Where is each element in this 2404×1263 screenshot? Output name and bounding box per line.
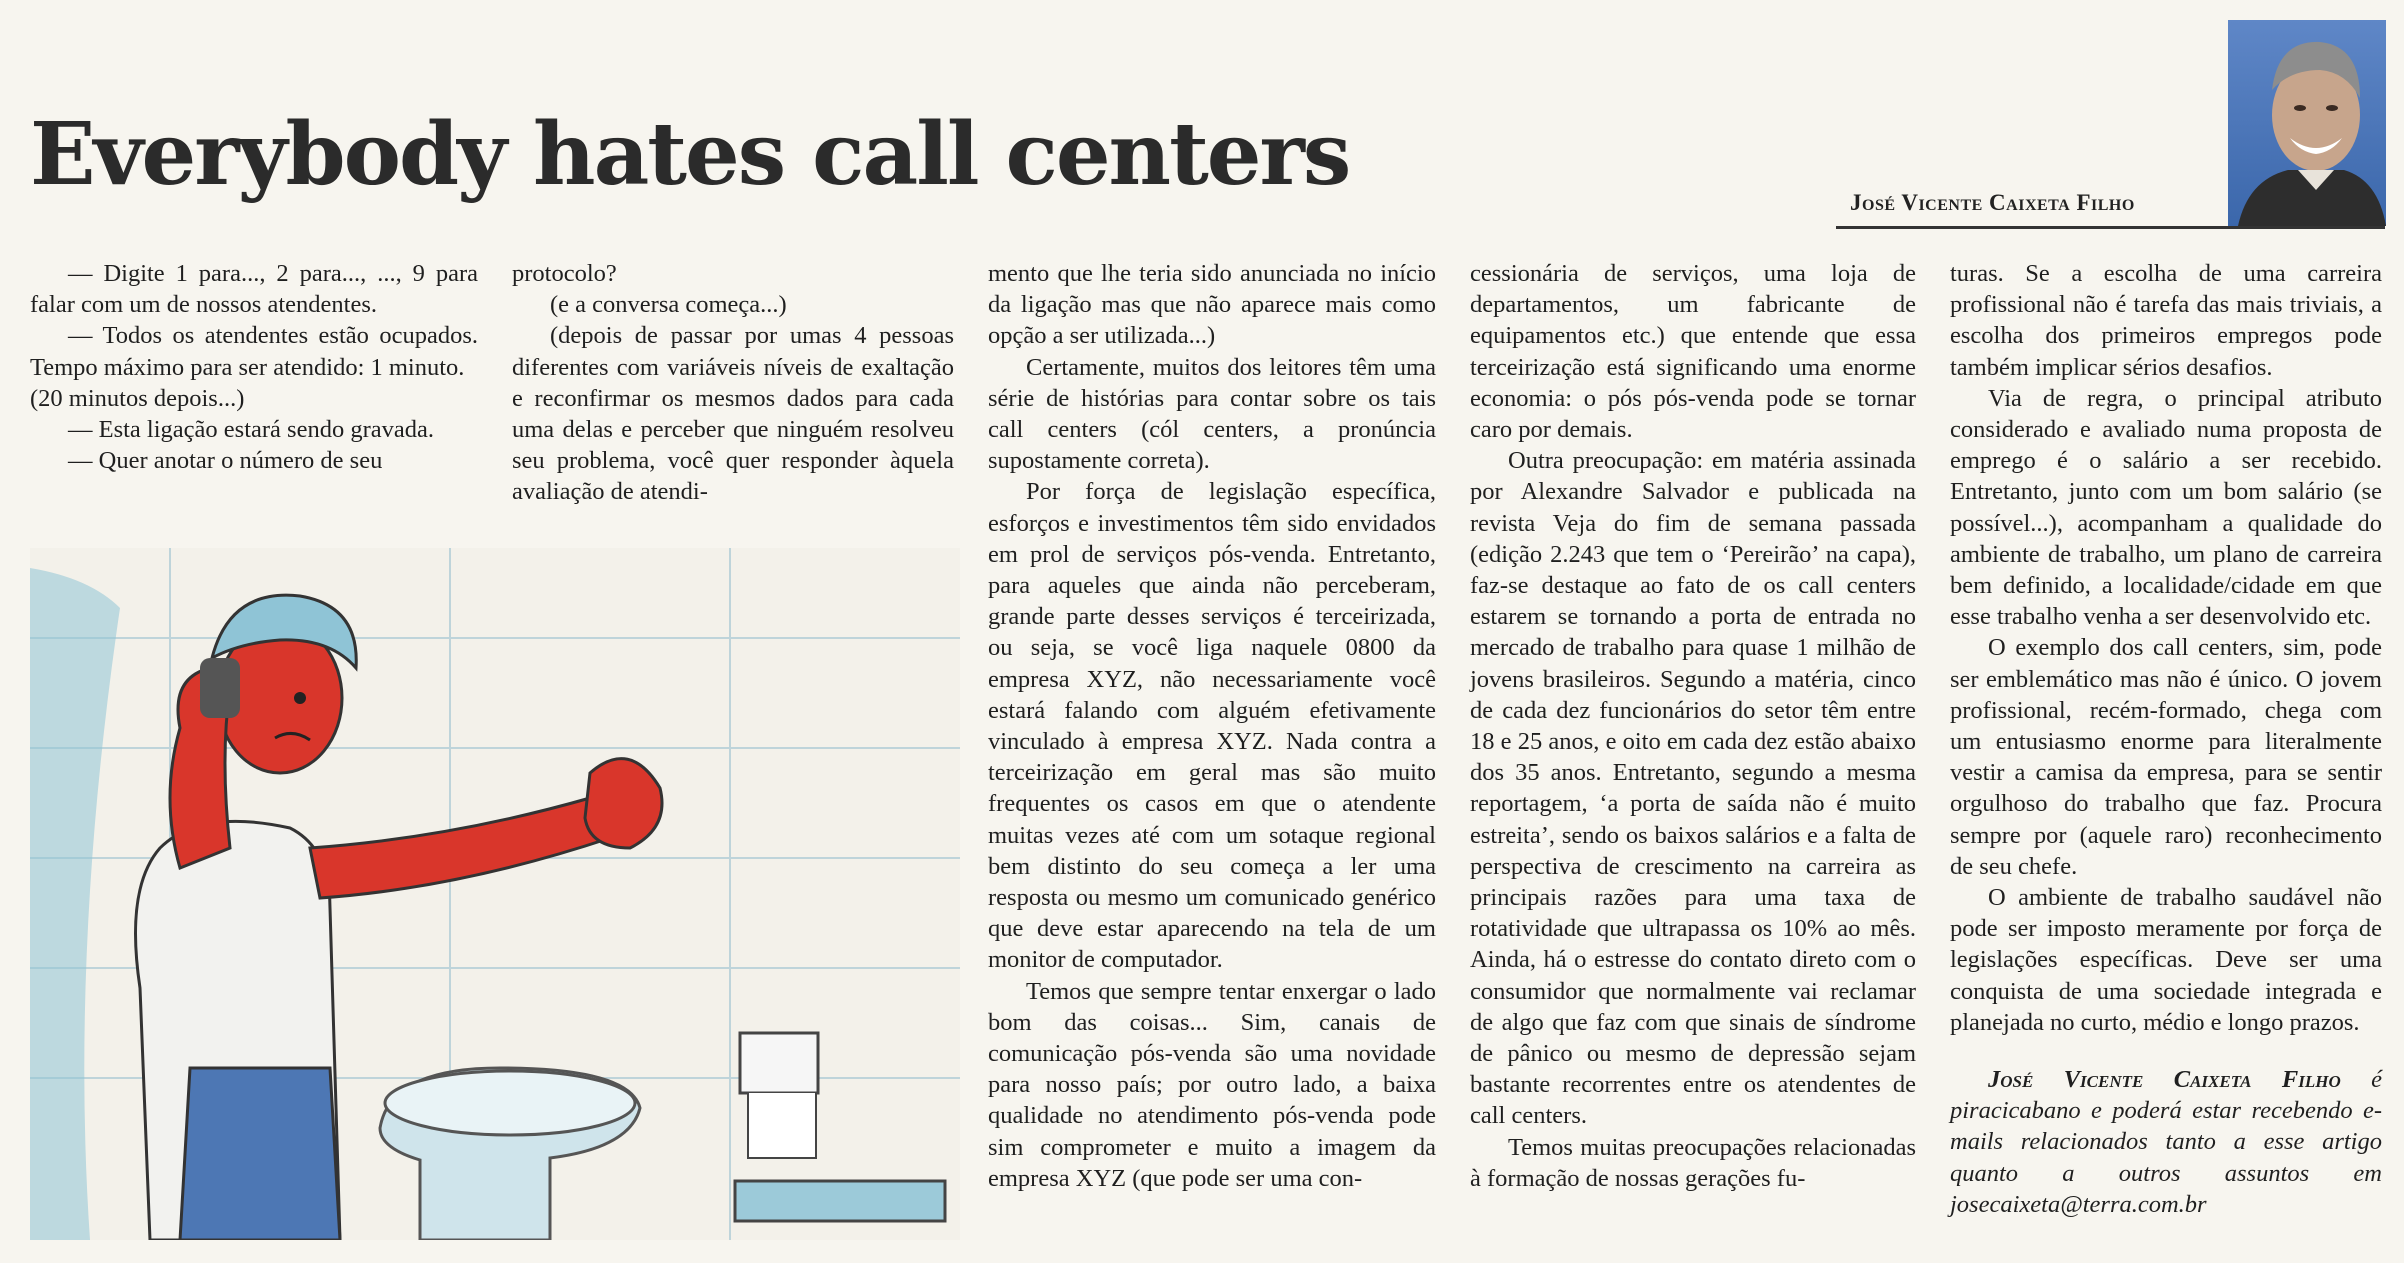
paragraph: Temos que sempre tentar enxergar o lado bom das coisas... Sim, canais de comunicação pós-venda são uma novidade para nosso país; por outro lado, a baixa qualidade no atendimento pós-venda pode sim comprometer e muito a imagem da empresa XYZ (que pode ser uma con- <box>988 977 1436 1192</box>
paragraph: Via de regra, o principal atributo considerado e avaliado numa proposta de emprego é o salário a ser recebido. Entretanto, junto com um bom salário (se possível...), acompanham a qualidade do ambiente de trabalho, um plano de carreira bem definido, a localidade/cidade em que esse trabalho venha a ser desenvolvido etc. <box>1950 384 2382 631</box>
paragraph: mento que lhe teria sido anunciada no início da ligação mas que não aparece mais como opção a ser utilizada...) <box>988 260 1436 350</box>
paragraph: protocolo? <box>512 260 617 287</box>
paragraph: — Quer anotar o número de seu <box>68 447 383 475</box>
paragraph: cessionária de serviços, uma loja de departamentos, um fabricante de equipamentos etc.) que entende que essa terceirização está significando uma enorme economia: o pós pós-venda pode se tornar caro por demais. <box>1470 260 1916 444</box>
cartoon-illustration <box>30 548 960 1240</box>
paragraph: (20 minutos depois...) <box>30 384 245 412</box>
paragraph: — Esta ligação estará sendo gravada. <box>68 416 434 444</box>
author-note-text: é piracicabano e poderá estar recebendo e-mails relacionados tanto a esse artigo quanto a outros assuntos em josecaixeta@terra.com.br <box>1950 1066 2382 1218</box>
article-column-2 <box>512 258 954 508</box>
paragraph: — Digite 1 para..., 2 para..., ..., 9 para falar com um de nossos atendentes. <box>30 260 478 319</box>
paragraph: (e a conversa começa...) <box>550 291 787 319</box>
article-column-1 <box>30 258 478 476</box>
paragraph: Temos muitas preocupações relacionadas à formação de nossas gerações fu- <box>1470 1133 1916 1192</box>
article-column-5 <box>1950 258 2382 1220</box>
author-note-name: José Vicente Caixeta Filho <box>1988 1066 2341 1094</box>
paragraph: Certamente, muitos dos leitores têm uma série de histórias para contar sobre os tais call centers (cól centers, a pronúncia supostamente correta). <box>988 353 1436 475</box>
article-column-3 <box>988 258 1436 1194</box>
paragraph: (depois de passar por umas 4 pessoas diferentes com variáveis níveis de exaltação e reconfirmar os mesmos dados para cada uma delas e perceber que ninguém resolveu seu problema, você quer responder àquela avaliação de atendi- <box>512 322 954 506</box>
headline: Everybody hates call centers <box>30 104 1350 205</box>
author-photo <box>2228 20 2386 226</box>
author-note <box>1950 1064 2382 1220</box>
paragraph: Por força de legislação específica, esforços e investimentos têm sido envidados em prol de serviços pós-venda. Entretanto, para aqueles que ainda não perceberam, grande parte desses serviços é terceirizada, ou seja, se você liga naquele 0800 da empresa XYZ, não necessariamente você estará falando com alguém efetivamente vinculado à empresa XYZ. Nada contra a terceirização em geral mas são muito frequentes os casos em que o atendente muitas vezes até com um sotaque regional bem distinto do seu começa a ler uma resposta ou mesmo um comunicado genérico que deve estar aparecendo na tela de um monitor de computador. <box>988 478 1436 974</box>
paragraph: O exemplo dos call centers, sim, pode ser emblemático mas não é único. O jovem profissional, recém-formado, chega com um entusiasmo enorme para literalmente vestir a camisa da empresa, para se sentir orgulhoso do trabalho que faz. Procura sempre por (aquele raro) reconhecimento de seu chefe. <box>1950 634 2382 880</box>
author-portrait-illustration <box>2228 20 2386 226</box>
article-column-4 <box>1470 258 1916 1194</box>
byline: José Vicente Caixeta Filho <box>1850 190 2135 215</box>
paragraph: O ambiente de trabalho saudável não pode ser imposto meramente por força de legislações específicas. Deve ser uma conquista de uma sociedade integrada e planejada no curto, médio e longo prazos. <box>1950 884 2382 1036</box>
byline-rule <box>1836 226 2385 229</box>
paragraph: turas. Se a escolha de uma carreira profissional não é tarefa das mais triviais, a escolha dos primeiros empregos pode também implicar sérios desafios. <box>1950 260 2382 381</box>
paragraph: — Todos os atendentes estão ocupados. Tempo máximo para ser atendido: 1 minuto. <box>30 322 478 381</box>
paragraph: Outra preocupação: em matéria assinada por Alexandre Salvador e publicada na revista Veja do fim de semana passada (edição 2.243 que tem o ‘Pereirão’ na capa), faz-se destaque ao fato de os call centers estarem se tornando a porta de entrada no mercado de trabalho para quase 1 milhão de jovens brasileiros. Segundo a matéria, cinco de cada dez funcionários do setor têm entre 18 e 25 anos, e oito em cada dez estão abaixo dos 35 anos. Entretanto, segundo a mesma reportagem, ‘a porta de saída não é muito estreita’, sendo os baixos salários e a falta de perspectiva de crescimento na carreira as principais razões para uma taxa de rotatividade que ultrapassa os 10% ao mês. Ainda, há o estresse do contato direto com o consumidor que normalmente vai reclamar de algo que faz com que sinais de síndrome de pânico ou mesmo de depressão sejam bastante recorrentes entre os atendentes de call centers. <box>1470 447 1916 1130</box>
frustrated-caller-drawing <box>30 548 960 1240</box>
